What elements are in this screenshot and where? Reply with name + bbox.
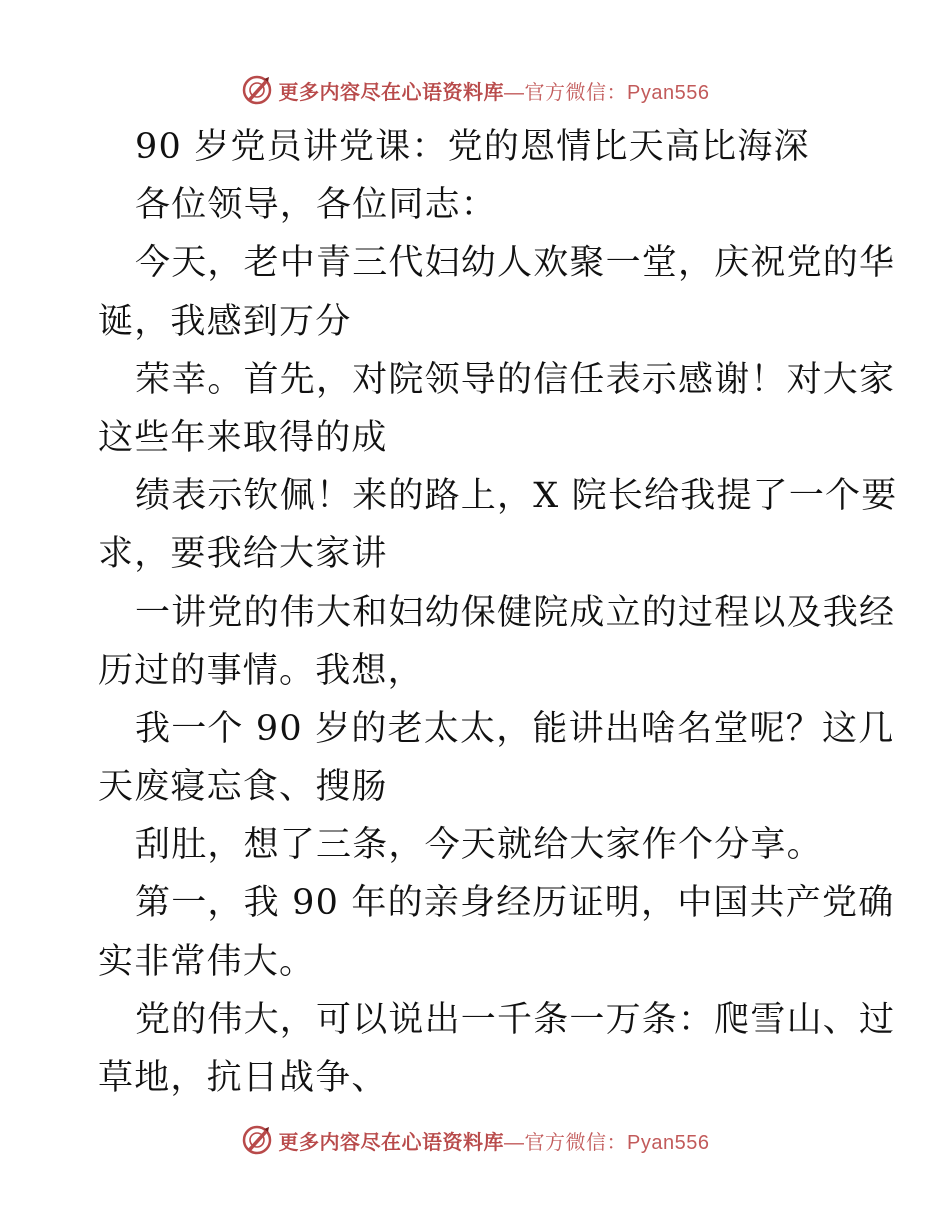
document-body bbox=[98, 118, 898, 1107]
text-line: 一讲党的伟大和妇幼保健院成立的过程以及我经 bbox=[135, 592, 896, 633]
footer-banner-text bbox=[279, 1126, 710, 1155]
header-banner-title: 更多内容尽在心语资料库 bbox=[278, 79, 505, 104]
text-line: 刮肚，想了三条，今天就给大家作个分享。 bbox=[135, 825, 823, 866]
header-banner-text bbox=[279, 76, 710, 105]
text-line: 天废寝忘食、搜肠 bbox=[98, 767, 388, 808]
header-banner-wechat: —官方微信：Pyan556 bbox=[504, 81, 710, 104]
text-line: 求，要我给大家讲 bbox=[98, 534, 388, 575]
footer-banner-title: 更多内容尽在心语资料库 bbox=[278, 1129, 505, 1154]
text-line: 实非常伟大。 bbox=[98, 941, 316, 982]
quill-logo-icon bbox=[241, 74, 273, 106]
footer-banner-wechat: —官方微信：Pyan556 bbox=[504, 1131, 710, 1154]
text-line: 绩表示钦佩！来的路上，X 院长给我提了一个要 bbox=[135, 476, 898, 517]
text-line: 草地，抗日战争、 bbox=[98, 1058, 388, 1098]
document-title: 90 岁党员讲党课：党的恩情比天高比海深 bbox=[135, 127, 810, 167]
text-line: 今天，老中青三代妇幼人欢聚一堂，庆祝党的华 bbox=[135, 243, 896, 284]
footer-banner bbox=[0, 1122, 950, 1158]
text-line: 历过的事情。我想， bbox=[98, 650, 424, 691]
text-line: 第一，我 90 年的亲身经历证明，中国共产党确 bbox=[135, 883, 895, 924]
header-banner bbox=[0, 72, 950, 108]
text-line: 这些年来取得的成 bbox=[98, 417, 388, 458]
text-line: 党的伟大，可以说出一千条一万条：爬雪山、过 bbox=[135, 999, 896, 1040]
text-line: 各位领导，各位同志： bbox=[135, 185, 498, 226]
text-line: 诞，我感到万分 bbox=[98, 301, 352, 342]
text-line: 我一个 90 岁的老太太，能讲出啥名堂呢？这几 bbox=[135, 708, 895, 749]
quill-logo-icon bbox=[241, 1124, 273, 1156]
text-line: 荣幸。首先，对院领导的信任表示感谢！对大家 bbox=[135, 359, 896, 400]
